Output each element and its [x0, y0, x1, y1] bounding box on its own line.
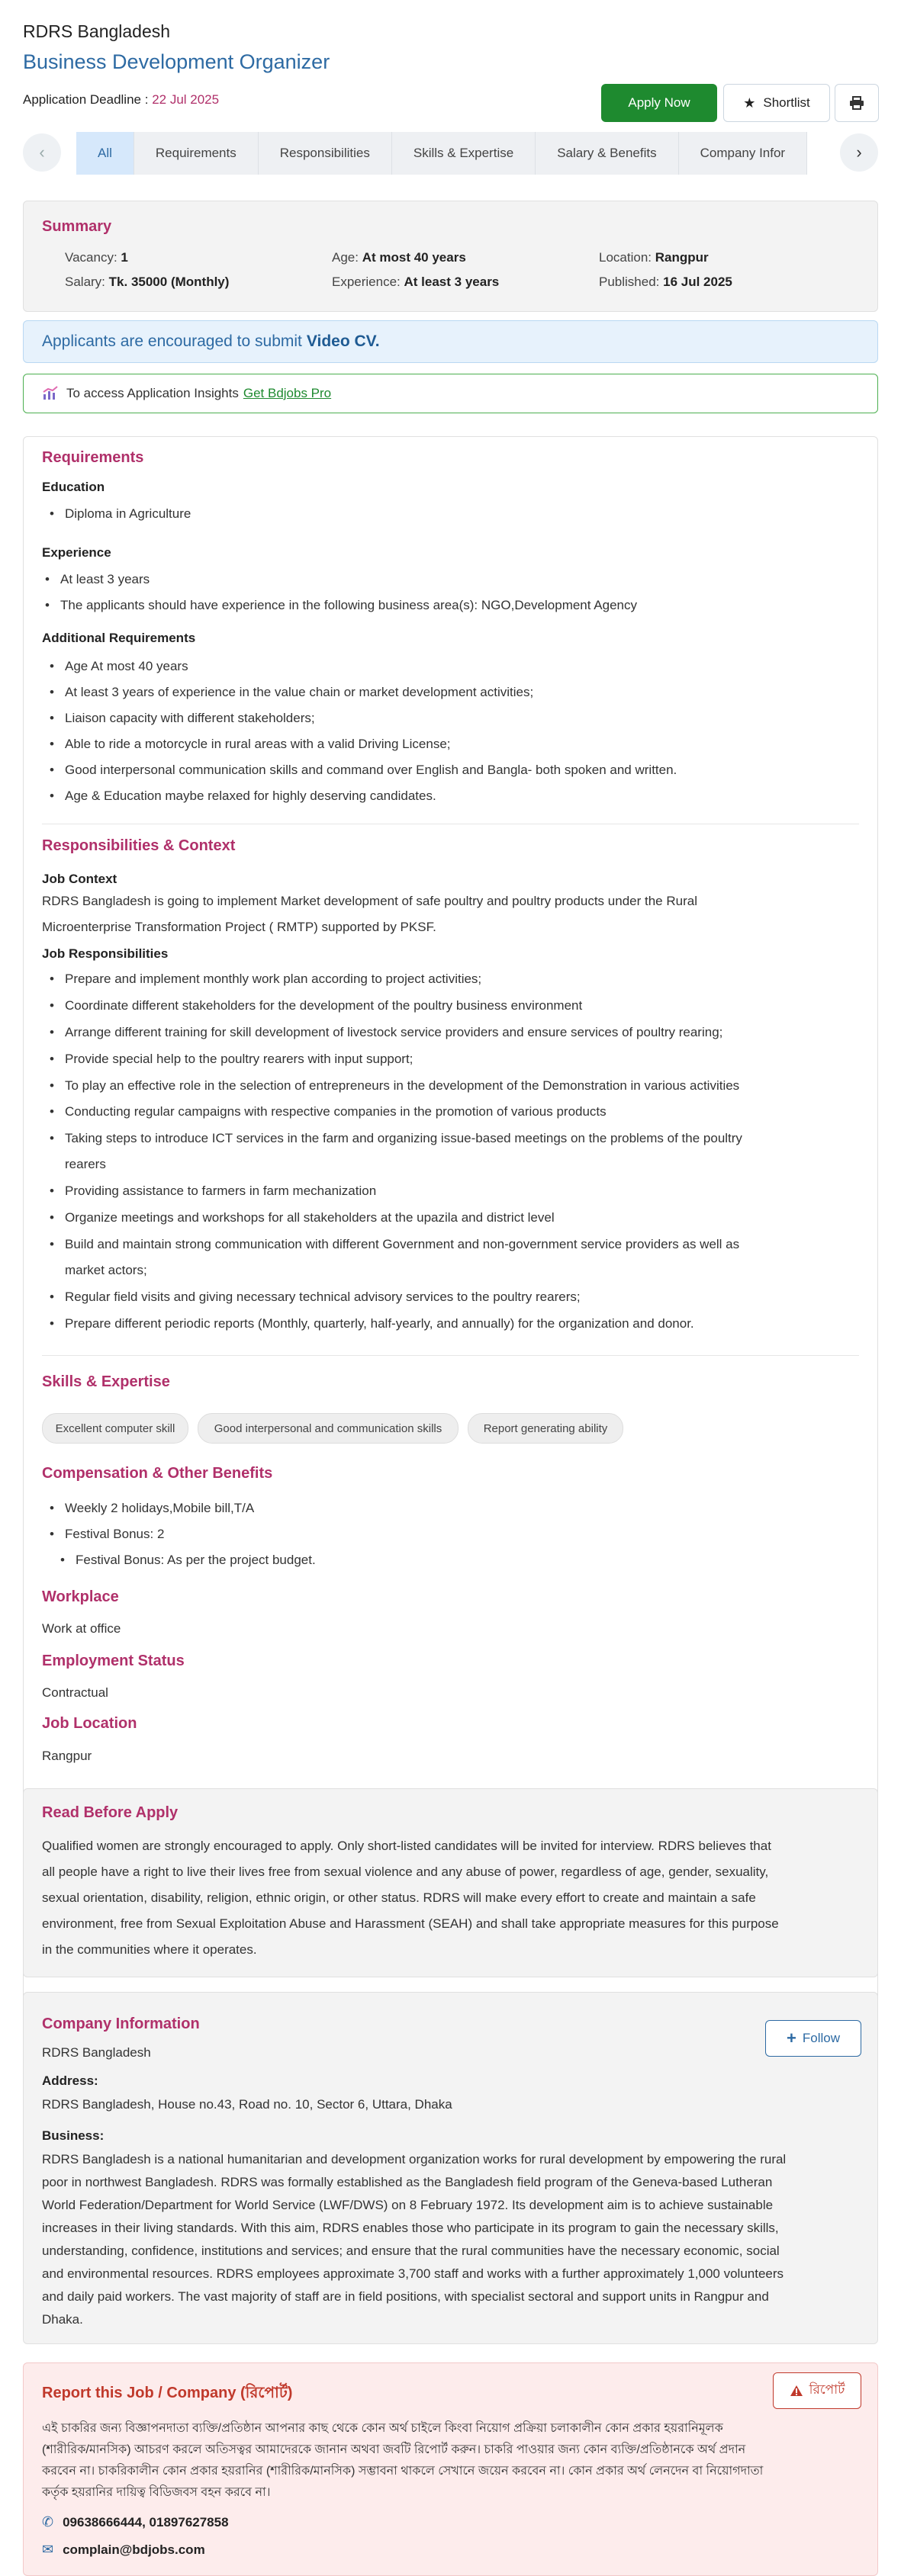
deadline-label: Application Deadline :	[23, 92, 149, 107]
responsibility-item: • Prepare and implement monthly work plan according to project activities;	[65, 966, 481, 992]
summary-title: Summary	[42, 218, 112, 235]
job-context-text: Microenterprise Transformation Project ( RMTP) supported by PKSF.	[42, 920, 436, 934]
section-tabs	[23, 132, 878, 175]
print-button[interactable]	[835, 84, 879, 122]
benefit-item: • Festival Bonus: 2	[65, 1521, 164, 1547]
additional-item: • Age & Education maybe relaxed for highly deserving candidates.	[65, 783, 436, 809]
summary-age: Age: At most 40 years	[332, 250, 466, 265]
business-line: and daily paid workers. The vast majority of staff are in field positions, with specialist sectoral and support units in Rangpur and	[42, 2289, 769, 2304]
summary-card	[23, 201, 878, 312]
star-icon: ★	[743, 95, 756, 111]
business-line: understanding, confidence, institutions and services; and ensure that the rural communities have the necessary economic, social	[42, 2244, 780, 2258]
education-label: Education	[42, 480, 105, 494]
tab-all[interactable]: All	[76, 132, 134, 175]
responsibility-item: • Provide special help to the poultry rearers with input support;	[65, 1046, 413, 1072]
job-location-value: Rangpur	[42, 1749, 92, 1763]
read-before-line: sexual orientation, disability, religion, ethnic origin, or other status. RDRS will make every effort to create and maintain a safe	[42, 1890, 756, 1905]
chevron-left-icon[interactable]: ‹	[23, 133, 61, 172]
read-before-line: environment, free from Sexual Exploitation Abuse and Harassment (SEAH) and shall take appropriate measures for this purpose	[42, 1916, 779, 1931]
employment-status-value: Contractual	[42, 1685, 108, 1700]
experience-item: • At least 3 years	[60, 567, 150, 593]
report-phone	[42, 2514, 229, 2530]
shortlist-button[interactable]	[723, 84, 830, 122]
get-bdjobs-pro-link[interactable]: Get Bdjobs Pro	[243, 386, 332, 400]
additional-item: • Able to ride a motorcycle in rural areas with a valid Driving License;	[65, 731, 451, 757]
responsibility-item: • Taking steps to introduce ICT services in the farm and organizing issue-based meetings on the problems of the poultry	[65, 1126, 742, 1151]
responsibility-item: • Organize meetings and workshops for all stakeholders at the upazila and district level	[65, 1205, 555, 1231]
responsibility-item: • Providing assistance to farmers in farm mechanization	[65, 1178, 376, 1204]
video-cv-notice	[23, 320, 878, 363]
report-button-label: রিপোর্ট	[809, 2382, 845, 2397]
report-email[interactable]	[42, 2542, 205, 2558]
skills-title: Skills & Expertise	[42, 1373, 170, 1390]
job-context-label: Job Context	[42, 872, 117, 886]
workplace-title: Workplace	[42, 1588, 119, 1605]
compensation-title: Compensation & Other Benefits	[42, 1465, 273, 1482]
tab-skills-expertise[interactable]: Skills & Expertise	[392, 132, 536, 175]
report-email-address: complain@bdjobs.com	[63, 2542, 205, 2557]
report-phone-number: 09638666444, 01897627858	[63, 2514, 229, 2529]
business-line: RDRS Bangladesh is a national humanitarian and development organization works for rural development by empowering the rural	[42, 2152, 787, 2166]
additional-item: • Liaison capacity with different stakeholders;	[65, 705, 315, 731]
experience-item: • The applicants should have experience in the following business area(s): NGO,Development Agency	[60, 593, 637, 618]
report-text-line: কর্তৃক হয়রানির দায়িত্ব বিডিজবস বহন করবে না।	[42, 2486, 271, 2499]
benefit-sub-item: • Festival Bonus: As per the project budget.	[76, 1547, 316, 1573]
section-divider	[42, 1355, 859, 1356]
summary-salary: Salary: Tk. 35000 (Monthly)	[65, 275, 230, 289]
business-line: World Federation/Department for World Service (LWF/DWS) on 8 February 1972. Its development aim is to achieve sustainable	[42, 2198, 774, 2212]
education-item: • Diploma in Agriculture	[65, 501, 191, 527]
tab-company-info[interactable]: Company Infor	[679, 132, 808, 175]
company-info-name: RDRS Bangladesh	[42, 2045, 151, 2060]
skill-chip: Good interpersonal and communication skills	[198, 1413, 459, 1444]
video-cv-bold: Video CV.	[306, 332, 380, 350]
business-line: increases in their living standards. With this aim, RDRS enables those who participate in its program to gain the necessary skills,	[42, 2221, 779, 2235]
summary-published: Published: 16 Jul 2025	[599, 275, 732, 289]
report-text-line: (শারীরিক/মানসিক) আচরণ করলে অতিসত্বর আমাদেরকে জানান অথবা জবটি রিপোর্ট করুন। চাকরি পাওয়ার জন্য কোন ব্যক্তি/প্রতিষ্ঠানকে অর্থ প্রদান	[42, 2443, 746, 2456]
follow-button[interactable]	[765, 2020, 861, 2057]
business-label: Business:	[42, 2128, 105, 2143]
company-info-title: Company Information	[42, 2016, 200, 2032]
additional-item: • Good interpersonal communication skills and command over English and Bangla- both spoken and written.	[65, 757, 677, 783]
report-button[interactable]	[773, 2372, 861, 2409]
summary-experience: Experience: At least 3 years	[332, 275, 500, 289]
apply-now-button[interactable]: Apply Now	[601, 84, 717, 122]
job-title: Business Development Organizer	[23, 50, 330, 73]
job-responsibilities-label: Job Responsibilities	[42, 946, 169, 961]
additional-item: • Age At most 40 years	[65, 654, 188, 679]
warning-icon	[790, 2385, 803, 2397]
report-text-line: করবেন না। চাকরিকালীন কোন প্রকার হয়রানির (শারীরিক/মানসিক) সম্ভাবনা থাকলে সেখানে জয়েন করবেন না। কোন প্রকার অর্থ লেনদেন বা নিয়োগদাতা	[42, 2465, 764, 2478]
chevron-right-icon[interactable]: ›	[840, 133, 878, 172]
responsibility-item-continued: market actors;	[65, 1263, 147, 1277]
responsibility-item: • Regular field visits and giving necessary technical advisory services to the poultry rearers;	[65, 1284, 581, 1310]
report-job-card	[23, 2362, 878, 2576]
responsibilities-title: Responsibilities & Context	[42, 837, 236, 854]
responsibility-item: • Prepare different periodic reports (Monthly, quarterly, half-yearly, and annually) for the organization and donor.	[65, 1311, 694, 1337]
business-line: poor in northwest Bangladesh. RDRS was formally established as the Bangladesh field program of the Geneva-based Lutheran	[42, 2175, 773, 2189]
tab-strip	[76, 132, 824, 175]
tab-responsibilities[interactable]: Responsibilities	[259, 132, 392, 175]
chart-icon	[42, 386, 59, 401]
additional-item: • At least 3 years of experience in the value chain or market development activities;	[65, 679, 533, 705]
workplace-value: Work at office	[42, 1621, 121, 1636]
read-before-title: Read Before Apply	[42, 1804, 179, 1821]
job-details-card	[23, 436, 878, 2003]
responsibility-item: • Build and maintain strong communication with different Government and non-government service providers as well as	[65, 1232, 739, 1257]
video-cv-text: Applicants are encouraged to submit	[42, 332, 302, 350]
shortlist-label: Shortlist	[763, 95, 810, 110]
insights-text: To access Application Insights	[66, 386, 239, 400]
address-label: Address:	[42, 2073, 98, 2088]
plus-icon: +	[787, 2028, 796, 2048]
deadline-date: 22 Jul 2025	[152, 92, 220, 107]
follow-label: Follow	[802, 2031, 840, 2045]
report-title: Report this Job / Company (রিপোর্ট)	[42, 2385, 293, 2401]
responsibility-item: • Coordinate different stakeholders for the development of the poultry business environment	[65, 993, 582, 1019]
requirements-title: Requirements	[42, 449, 144, 466]
experience-label: Experience	[42, 545, 111, 560]
employment-status-title: Employment Status	[42, 1653, 185, 1669]
tab-salary-benefits[interactable]: Salary & Benefits	[536, 132, 678, 175]
application-deadline	[23, 92, 219, 108]
company-information-card	[23, 1992, 878, 2344]
skill-chip: Excellent computer skill	[42, 1413, 188, 1444]
phone-icon: ✆	[42, 2514, 54, 2529]
additional-requirements-label: Additional Requirements	[42, 631, 196, 645]
job-location-title: Job Location	[42, 1715, 137, 1732]
read-before-line: in the communities where it operates.	[42, 1942, 257, 1957]
application-insights-banner	[23, 374, 878, 413]
tab-requirements[interactable]: Requirements	[134, 132, 259, 175]
business-line: and environmental resources. RDRS employees approximate 3,700 staff and works with a further approximately 1,000 volunteers	[42, 2266, 784, 2281]
job-context-text: RDRS Bangladesh is going to implement Market development of safe poultry and poultry products under the Rural	[42, 894, 697, 908]
address-value: RDRS Bangladesh, House no.43, Road no. 10, Sector 6, Uttara, Dhaka	[42, 2097, 452, 2112]
read-before-line: all people have a right to live their lives free from sexual violence and any abuse of power, regardless of age, gender, sexuality,	[42, 1865, 769, 1879]
company-name: RDRS Bangladesh	[23, 21, 171, 41]
read-before-apply-card	[23, 1788, 878, 1977]
responsibility-item: • Conducting regular campaigns with respective companies in the promotion of various products	[65, 1099, 607, 1125]
business-line: Dhaka.	[42, 2312, 83, 2327]
report-text-line: এই চাকরির জন্য বিজ্ঞাপনদাতা ব্যক্তি/প্রতিষ্ঠান আপনার কাছ থেকে কোন অর্থ চাইলে কিংবা নিয়োগ প্রক্রিয়া চলাকালীন কোন প্রকার হয়রানিমূলক	[42, 2422, 723, 2435]
benefit-item: • Weekly 2 holidays,Mobile bill,T/A	[65, 1495, 254, 1521]
responsibility-item: • Arrange different training for skill development of livestock service providers and ensure services of poultry rearing;	[65, 1020, 722, 1045]
skill-chip: Report generating ability	[468, 1413, 623, 1444]
read-before-line: Qualified women are strongly encouraged to apply. Only short-listed candidates will be invited for interview. RDRS believes that	[42, 1839, 771, 1853]
summary-location: Location: Rangpur	[599, 250, 709, 265]
responsibility-item-continued: rearers	[65, 1157, 106, 1171]
responsibility-item: • To play an effective role in the selection of entrepreneurs in the development of the Demonstration in various activities	[65, 1073, 739, 1099]
mail-icon: ✉	[42, 2542, 54, 2557]
summary-vacancy: Vacancy: 1	[65, 250, 128, 265]
printer-icon	[849, 96, 864, 110]
